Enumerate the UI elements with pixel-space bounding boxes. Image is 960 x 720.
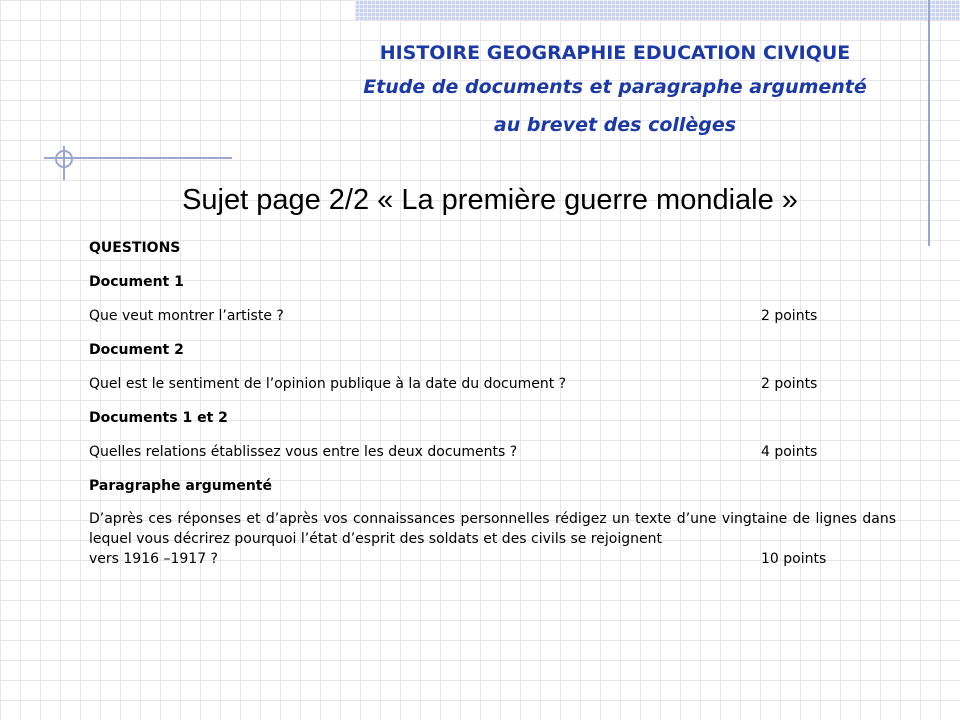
paragraph-last-line (89, 549, 896, 569)
page-title: Sujet page 2/2 « La première guerre mondiale » (182, 184, 798, 216)
paragraph-heading: Paragraphe argumenté (89, 478, 272, 494)
question-row (89, 305, 896, 339)
section-heading: Document 2 (89, 342, 184, 358)
paragraph-last-line-text: vers 1916 –1917 ? (89, 551, 218, 567)
decorative-crosshair-vertical (63, 146, 65, 180)
section-heading: Documents 1 et 2 (89, 410, 228, 426)
paragraph-text: D’après ces réponses et d’après vos connaissances personnelles rédigez un texte d’une vingtaine de lignes dans lequel vous décrirez pourquoi l’état d’esprit des soldats et des civils se rejoignent (89, 511, 896, 547)
question-row (89, 373, 896, 407)
questions-body (89, 237, 896, 569)
question-row (89, 441, 896, 475)
subtitle-line-2: au brevet des collèges (493, 114, 737, 136)
questions-heading: QUESTIONS (89, 240, 181, 256)
subject-title: HISTOIRE GEOGRAPHIE EDUCATION CIVIQUE (379, 42, 851, 64)
question-points: 2 points (761, 308, 818, 324)
decorative-crosshair-horizontal (44, 157, 68, 159)
decorative-header-band (355, 0, 960, 20)
slide-header (300, 38, 930, 144)
question-points: 2 points (761, 376, 818, 392)
question-text: Quel est le sentiment de l’opinion publique à la date du document ? (89, 376, 567, 392)
question-text: Que veut montrer l’artiste ? (89, 308, 284, 324)
subtitle-line-1: Etude de documents et paragraphe argumenté (363, 76, 867, 98)
paragraph-instructions (89, 509, 896, 569)
question-text: Quelles relations établissez vous entre les deux documents ? (89, 444, 518, 460)
paragraph-points: 10 points (761, 551, 827, 567)
question-points: 4 points (761, 444, 818, 460)
decorative-horizontal-line (60, 157, 232, 159)
section-heading: Document 1 (89, 274, 184, 290)
